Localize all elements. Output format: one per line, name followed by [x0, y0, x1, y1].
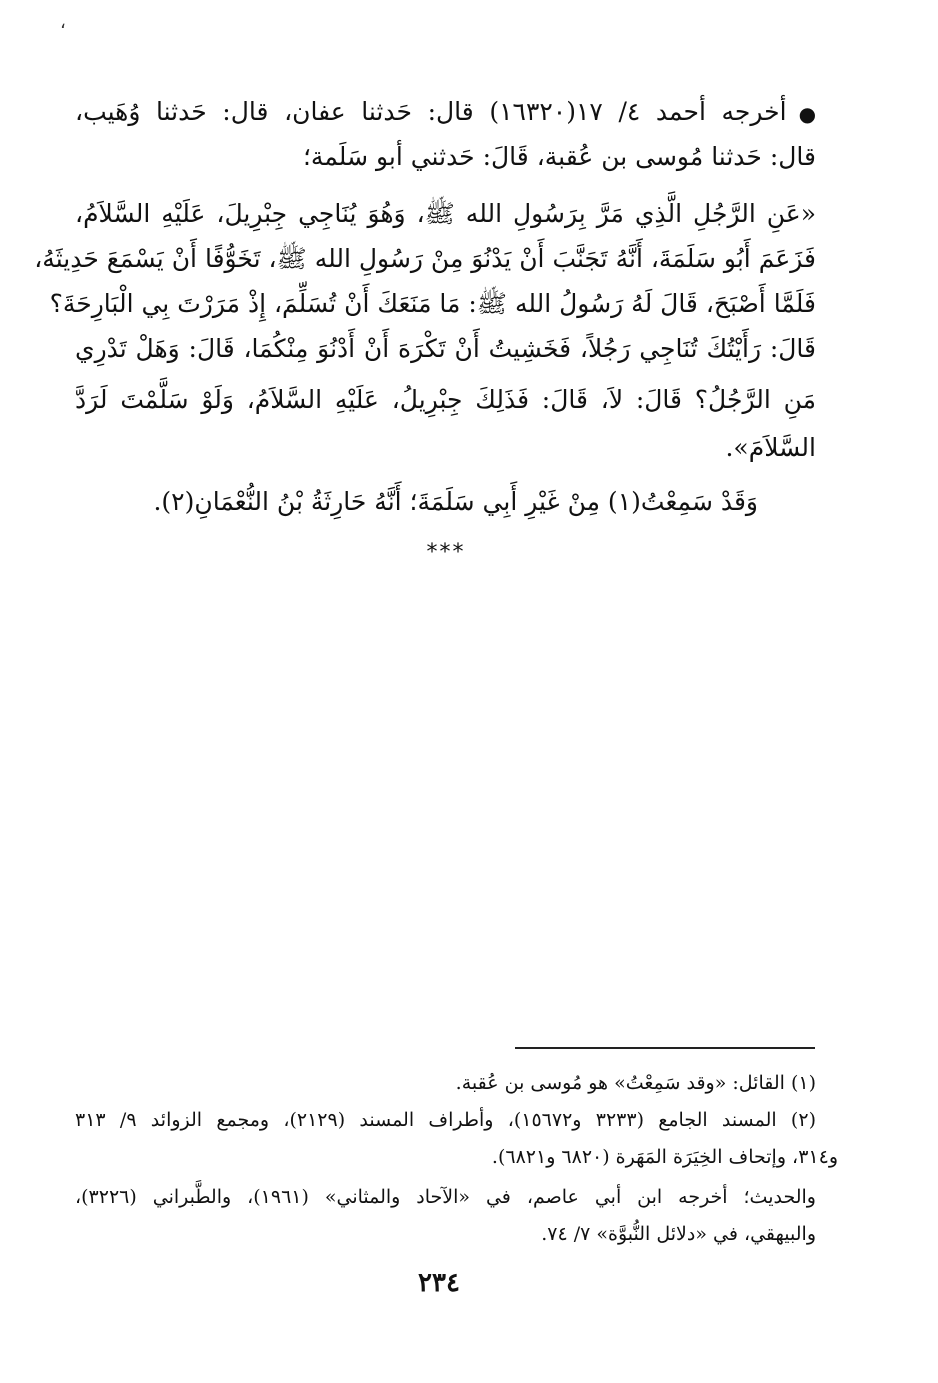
hadith-text-line-3: فَلَمَّا أَصْبَحَ، قَالَ لَهُ رَسُولُ الله ﷺ: مَا مَنَعَكَ أَنْ تُسَلِّمَ، إِذْ مَرَرْتَ بِي الْبَارِحَةَ؟	[49, 289, 816, 318]
hadith-text-line-2: فَزَعَمَ أَبُو سَلَمَةَ، أَنَّهُ تَجَنَّبَ أَنْ يَدْنُوَ مِنْ رَسُولِ الله ﷺ، تَخَوُّفًا أَنْ يَسْمَعَ حَدِيثَهُ،	[34, 244, 816, 273]
footnote-1: (١) القائل: «وقد سَمِعْتُ» هو مُوسى بن عُقبة.	[455, 1072, 816, 1094]
hadith-text-line-4: قَالَ: رَأَيْتُكَ تُنَاجِي رَجُلاً، فَخَشِيتُ أَنْ تَكْرَهَ أَنْ أَدْنُوَ مِنْكُمَا، قَالَ: وَهَلْ تَدْرِي	[75, 334, 816, 363]
footnote-2-line-1: (٢) المسند الجامع (٣٢٣٣ و١٥٦٧٢)، وأطراف المسند (٢١٢٩)، ومجمع الزوائد ٩/ ٣١٣	[75, 1109, 816, 1131]
bullet-icon: ●	[798, 101, 817, 126]
footnote-2-line-3: والحديث؛ أخرجه ابن أبي عاصم، في «الآحاد والمثاني» (١٩٦١)، والطَّبراني (٣٢٢٦)،	[75, 1186, 816, 1208]
hadith-text-line-1: «عَنِ الرَّجُلِ الَّذِي مَرَّ بِرَسُولِ الله ﷺ، وَهُوَ يُنَاجِي جِبْرِيلَ، عَلَيْهِ السَّلاَمُ،	[75, 199, 816, 228]
hadith-intro-line-2: قال: حَدثنا مُوسى بن عُقبة، قَالَ: حَدثني أبو سَلَمة؛	[302, 142, 816, 171]
hadith-intro-line-1-text: أخرجه أحمد ٤/ ١٧(١٦٣٢٠) قال: حَدثنا عفان، قال: حَدثنا وُهَيب،	[75, 97, 787, 126]
narrator-note-line: وَقَدْ سَمِعْتُ(١) مِنْ غَيْرِ أَبِي سَلَمَةَ؛ أَنَّهُ حَارِثَةُ بْنُ النُّعْمَانِ(٢).	[153, 487, 758, 516]
hadith-text-line-6: السَّلاَمَ».	[725, 433, 816, 462]
footnote-2-line-2: و٣١٤، وإتحاف الخِيَرَة المَهَرة (٦٨٢٠ و٦٨٢١).	[491, 1146, 838, 1168]
page-number: ٢٣٤	[418, 1268, 460, 1298]
hadith-text-line-5: مَنِ الرَّجُلُ؟ قَالَ: لاَ، قَالَ: فَذَلِكَ جِبْرِيلُ، عَلَيْهِ السَّلاَمُ، وَلَوْ سَلَّمْتَ لَرَدَّ	[75, 385, 816, 414]
section-separator-stars: ***	[426, 540, 466, 565]
corner-mark: ،	[60, 12, 66, 33]
footnote-2-line-4: والبيهقي، في «دلائل النُّبوَّة» ٧/ ٧٤.	[541, 1223, 816, 1245]
hadith-intro-line-1	[75, 92, 816, 134]
footnote-separator-line	[515, 1047, 815, 1049]
